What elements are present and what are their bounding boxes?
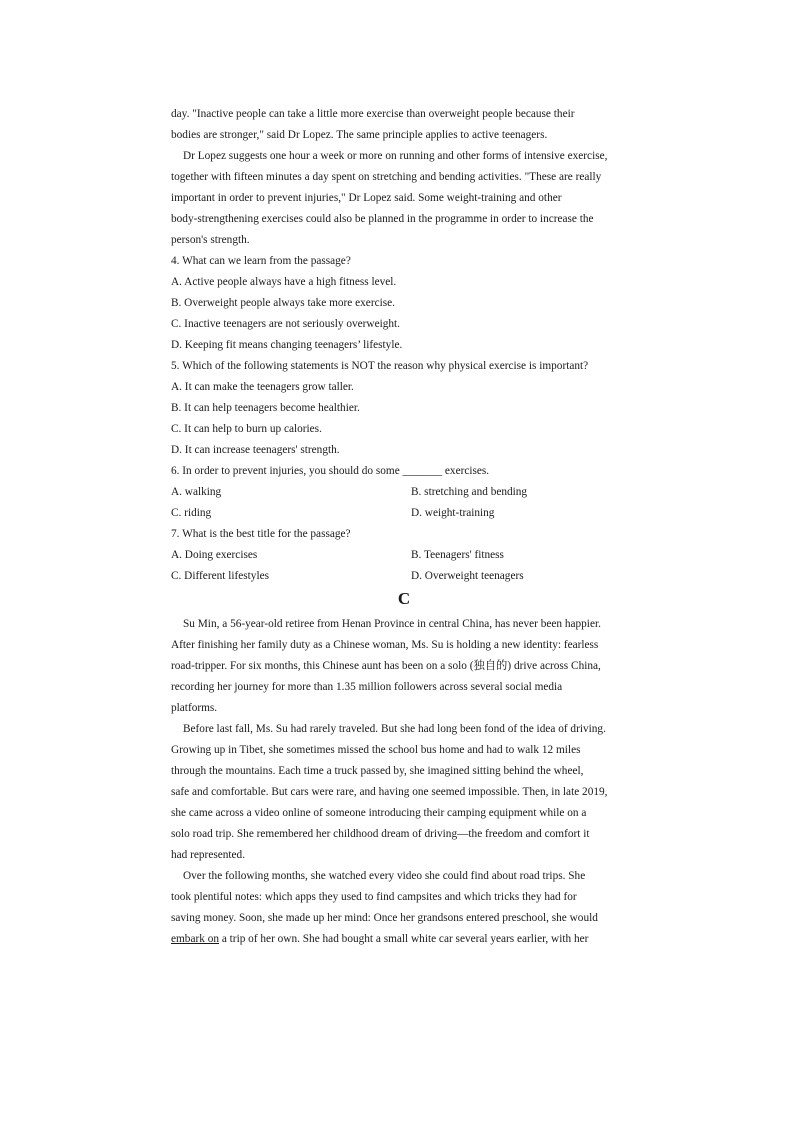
section-c-para3-line4-rest: a trip of her own. She had bought a small white car several years earlier, with her <box>219 933 589 945</box>
section-c-para2-line5: she came across a video online of someone introducing their camping equipment while on a <box>171 807 587 819</box>
document-page <box>171 104 633 950</box>
passage-b-para2-line2: together with fifteen minutes a day spent on stretching and bending activities. "These are really <box>171 171 602 183</box>
question-6-stem: 6. In order to prevent injuries, you should do some _______ exercises. <box>171 465 490 477</box>
underlined-phrase: embark on <box>171 933 219 945</box>
question-7-option-c: C. Different lifestyles <box>171 570 269 582</box>
section-c-para3-line1: Over the following months, she watched every video she could find about road trips. She <box>183 870 586 882</box>
section-c-para1-line3: road-tripper. For six months, this Chinese aunt has been on a solo (独自的) drive across China, <box>171 660 601 672</box>
passage-b-para2-line4: body-strengthening exercises could also be planned in the programme in order to increase the <box>171 213 594 225</box>
question-6-option-c: C. riding <box>171 507 212 519</box>
question-7-options-row2 <box>171 566 633 587</box>
section-c-para1-line2: After finishing her family duty as a Chinese woman, Ms. Su is holding a new identity: fearless <box>171 639 599 651</box>
question-7-option-b: B. Teenagers' fitness <box>411 549 504 561</box>
section-c-para2-line2: Growing up in Tibet, she sometimes missed the school bus home and had to walk 12 miles <box>171 744 581 756</box>
question-4-option-a: A. Active people always have a high fitness level. <box>171 276 397 288</box>
section-c-para3-line3: saving money. Soon, she made up her mind: Once her grandsons entered preschool, she would <box>171 912 598 924</box>
question-4-option-b: B. Overweight people always take more exercise. <box>171 297 395 309</box>
question-7-options-row1 <box>171 545 633 566</box>
question-6-option-a: A. walking <box>171 486 222 498</box>
question-6-option-b: B. stretching and bending <box>411 486 528 498</box>
question-6-options-row1 <box>171 482 633 503</box>
question-7-option-a: A. Doing exercises <box>171 549 258 561</box>
section-c-para2-line7: had represented. <box>171 849 246 861</box>
question-5-option-d: D. It can increase teenagers' strength. <box>171 444 340 456</box>
section-c-para1-line4: recording her journey for more than 1.35 million followers across several social media <box>171 681 563 693</box>
section-c-para3-line4 <box>171 929 633 950</box>
passage-b-para2-line5: person's strength. <box>171 234 250 246</box>
passage-b-para2-line1: Dr Lopez suggests one hour a week or more on running and other forms of intensive exercise, <box>183 150 608 162</box>
section-c-para2-line3: through the mountains. Each time a truck passed by, she imagined sitting behind the wheel, <box>171 765 584 777</box>
section-c-para2-line6: solo road trip. She remembered her childhood dream of driving—the freedom and comfort it <box>171 828 590 840</box>
question-4-option-d: D. Keeping fit means changing teenagers’ lifestyle. <box>171 339 403 351</box>
question-4-option-c: C. Inactive teenagers are not seriously overweight. <box>171 318 400 330</box>
question-5-option-a: A. It can make the teenagers grow taller. <box>171 381 354 393</box>
section-c-para1-line1: Su Min, a 56-year-old retiree from Henan Province in central China, has never been happier. <box>183 618 601 630</box>
section-c-para1-line5: platforms. <box>171 702 218 714</box>
question-5-option-b: B. It can help teenagers become healthier. <box>171 402 360 414</box>
section-c-para2-line1: Before last fall, Ms. Su had rarely traveled. But she had long been fond of the idea of driving. <box>183 723 606 735</box>
section-c-heading: C <box>397 589 411 608</box>
section-c-para3-line2: took plentiful notes: which apps they used to find campsites and which tricks they had for <box>171 891 577 903</box>
question-5-option-c: C. It can help to burn up calories. <box>171 423 322 435</box>
question-7-stem: 7. What is the best title for the passage? <box>171 528 351 540</box>
passage-b-para1-line2: bodies are stronger," said Dr Lopez. The same principle applies to active teenagers. <box>171 129 548 141</box>
question-4-stem: 4. What can we learn from the passage? <box>171 255 351 267</box>
question-6-option-d: D. weight-training <box>411 507 495 519</box>
passage-b-para2-line3: important in order to prevent injuries," Dr Lopez said. Some weight-training and other <box>171 192 562 204</box>
section-c-para2-line4: safe and comfortable. But cars were rare, and having one seemed impossible. Then, in late 2019, <box>171 786 608 798</box>
passage-b-para1-line1: day. "Inactive people can take a little more exercise than overweight people because their <box>171 108 575 120</box>
question-6-options-row2 <box>171 503 633 524</box>
question-7-option-d: D. Overweight teenagers <box>411 570 524 582</box>
question-5-stem: 5. Which of the following statements is NOT the reason why physical exercise is important? <box>171 360 589 372</box>
